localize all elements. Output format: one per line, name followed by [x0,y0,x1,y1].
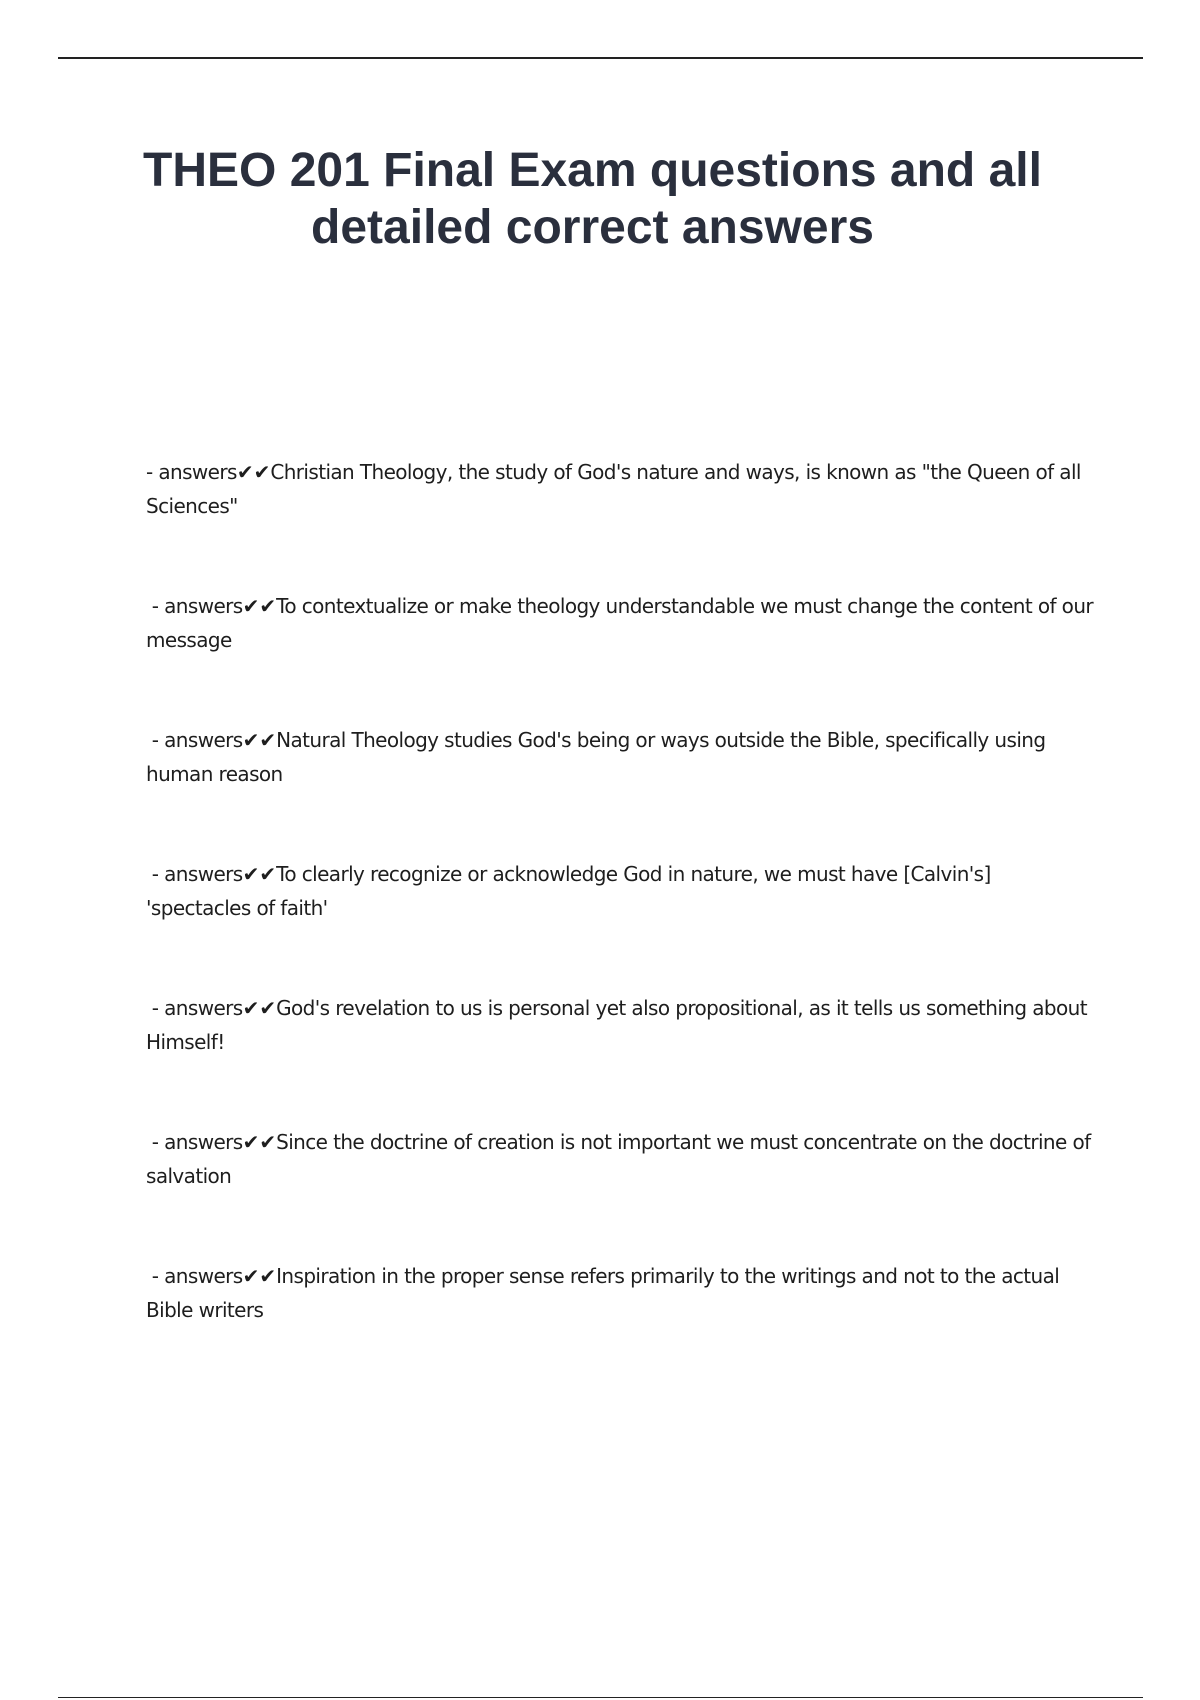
answer-text: Christian Theology, the study of God's nature and ways, is known as "the Queen of all Sciences" [146,460,1081,518]
answer-text: Inspiration in the proper sense refers primarily to the writings and not to the actual Bible writers [146,1264,1060,1322]
answer-text: God's revelation to us is personal yet also propositional, as it tells us something about Himself! [146,996,1087,1054]
answer-text: To contextualize or make theology understandable we must change the content of our message [146,594,1094,652]
answer-item [146,991,1096,1059]
check-icon: ✔✔ [242,1264,277,1288]
answer-prefix: - answers [151,1264,243,1288]
check-icon: ✔✔ [242,1130,277,1154]
answer-prefix: - answers [151,594,243,618]
answer-prefix: - answers [151,996,243,1020]
check-icon: ✔✔ [242,594,277,618]
bottom-rule [58,1697,1143,1698]
answer-item [146,857,1096,925]
top-rule [58,57,1143,59]
check-icon: ✔✔ [242,862,277,886]
answer-item [146,1125,1096,1193]
answer-prefix: - answers [151,728,243,752]
answer-item [146,1259,1096,1327]
check-icon: ✔✔ [242,996,277,1020]
answer-item [146,723,1096,791]
document-title: THEO 201 Final Exam questions and all detailed correct answers [143,144,1042,254]
answer-text: Natural Theology studies God's being or ways outside the Bible, specifically using human reason [146,728,1046,786]
answer-item [146,589,1096,657]
check-icon: ✔✔ [242,728,277,752]
answer-text: To clearly recognize or acknowledge God in nature, we must have [Calvin's] 'spectacles of faith' [146,862,991,920]
answer-prefix: - answers [146,460,237,484]
answer-item [146,455,1096,523]
answer-list [146,455,1096,1393]
check-icon: ✔✔ [236,460,271,484]
answer-prefix: - answers [151,1130,243,1154]
answer-text: Since the doctrine of creation is not important we must concentrate on the doctrine of salvation [146,1130,1091,1188]
answer-prefix: - answers [151,862,243,886]
